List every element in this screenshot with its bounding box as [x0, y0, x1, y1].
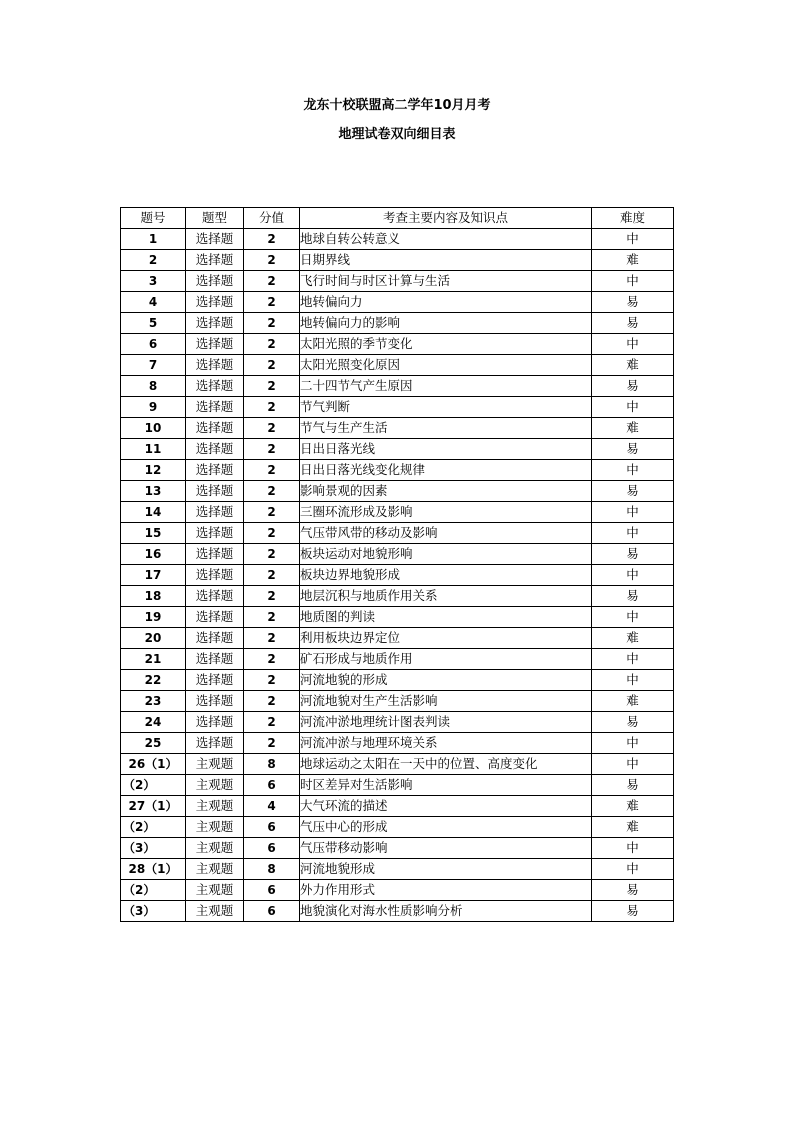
- question-number-cell: 11: [121, 439, 186, 460]
- question-type-cell: 选择题: [186, 607, 244, 628]
- question-type-cell: 主观题: [186, 838, 244, 859]
- topic-cell: 三圈环流形成及影响: [300, 502, 592, 523]
- question-number-cell: 3: [121, 271, 186, 292]
- score-cell: 2: [244, 544, 300, 565]
- question-type-cell: 选择题: [186, 271, 244, 292]
- table-row: [121, 313, 674, 334]
- question-type-cell: 选择题: [186, 355, 244, 376]
- topic-cell: 板块边界地貌形成: [300, 565, 592, 586]
- question-type-cell: 选择题: [186, 649, 244, 670]
- question-number-cell: 24: [121, 712, 186, 733]
- question-number-cell: 27（1）: [121, 796, 186, 817]
- question-number-cell: 2: [121, 250, 186, 271]
- score-cell: 2: [244, 313, 300, 334]
- question-number-cell: 5: [121, 313, 186, 334]
- topic-cell: 地层沉积与地质作用关系: [300, 586, 592, 607]
- topic-cell: 地转偏向力的影响: [300, 313, 592, 334]
- score-cell: 2: [244, 376, 300, 397]
- score-cell: 4: [244, 796, 300, 817]
- difficulty-cell: 易: [592, 376, 674, 397]
- question-number-cell: 7: [121, 355, 186, 376]
- topic-cell: 地貌演化对海水性质影响分析: [300, 901, 592, 922]
- difficulty-cell: 易: [592, 712, 674, 733]
- question-number-cell: 4: [121, 292, 186, 313]
- difficulty-cell: 易: [592, 880, 674, 901]
- table-row: [121, 355, 674, 376]
- score-cell: 2: [244, 649, 300, 670]
- topic-cell: 河流地貌对生产生活影响: [300, 691, 592, 712]
- table-row: [121, 523, 674, 544]
- question-type-cell: 主观题: [186, 796, 244, 817]
- score-cell: 2: [244, 334, 300, 355]
- question-number-cell: （3）: [121, 838, 186, 859]
- difficulty-cell: 中: [592, 271, 674, 292]
- table-row: [121, 775, 674, 796]
- topic-cell: 矿石形成与地质作用: [300, 649, 592, 670]
- topic-cell: 气压带风带的移动及影响: [300, 523, 592, 544]
- table-row: [121, 628, 674, 649]
- table-row: [121, 544, 674, 565]
- topic-cell: 太阳光照变化原因: [300, 355, 592, 376]
- header-topic: 考查主要内容及知识点: [300, 208, 592, 229]
- difficulty-cell: 中: [592, 607, 674, 628]
- question-number-cell: 9: [121, 397, 186, 418]
- question-number-cell: 1: [121, 229, 186, 250]
- table-row: [121, 250, 674, 271]
- difficulty-cell: 难: [592, 796, 674, 817]
- score-cell: 2: [244, 607, 300, 628]
- table-row: [121, 901, 674, 922]
- table-row: [121, 397, 674, 418]
- table-row: [121, 691, 674, 712]
- table-row: [121, 817, 674, 838]
- document-subtitle: 地理试卷双向细目表: [338, 127, 456, 142]
- difficulty-cell: 中: [592, 733, 674, 754]
- question-number-cell: 23: [121, 691, 186, 712]
- score-cell: 2: [244, 523, 300, 544]
- score-cell: 2: [244, 292, 300, 313]
- question-type-cell: 主观题: [186, 775, 244, 796]
- score-cell: 2: [244, 586, 300, 607]
- difficulty-cell: 易: [592, 586, 674, 607]
- difficulty-cell: 易: [592, 544, 674, 565]
- question-type-cell: 选择题: [186, 334, 244, 355]
- question-type-cell: 选择题: [186, 586, 244, 607]
- question-number-cell: 15: [121, 523, 186, 544]
- question-number-cell: 14: [121, 502, 186, 523]
- table-body: [121, 229, 674, 922]
- difficulty-cell: 中: [592, 754, 674, 775]
- difficulty-cell: 中: [592, 460, 674, 481]
- score-cell: 2: [244, 712, 300, 733]
- topic-cell: 地转偏向力: [300, 292, 592, 313]
- score-cell: 2: [244, 250, 300, 271]
- question-type-cell: 主观题: [186, 754, 244, 775]
- question-number-cell: 8: [121, 376, 186, 397]
- topic-cell: 影响景观的因素: [300, 481, 592, 502]
- question-type-cell: 选择题: [186, 523, 244, 544]
- table-row: [121, 565, 674, 586]
- difficulty-cell: 难: [592, 355, 674, 376]
- topic-cell: 日期界线: [300, 250, 592, 271]
- question-number-cell: 16: [121, 544, 186, 565]
- table-row: [121, 712, 674, 733]
- header-question-number: 题号: [121, 208, 186, 229]
- topic-cell: 地质图的判读: [300, 607, 592, 628]
- topic-cell: 气压带移动影响: [300, 838, 592, 859]
- question-type-cell: 选择题: [186, 460, 244, 481]
- question-type-cell: 选择题: [186, 733, 244, 754]
- topic-cell: 二十四节气产生原因: [300, 376, 592, 397]
- question-type-cell: 选择题: [186, 544, 244, 565]
- question-number-cell: （2）: [121, 817, 186, 838]
- score-cell: 6: [244, 880, 300, 901]
- topic-cell: 外力作用形式: [300, 880, 592, 901]
- topic-cell: 河流地貌的形成: [300, 670, 592, 691]
- score-cell: 8: [244, 754, 300, 775]
- difficulty-cell: 中: [592, 502, 674, 523]
- topic-cell: 太阳光照的季节变化: [300, 334, 592, 355]
- question-number-cell: 6: [121, 334, 186, 355]
- table-row: [121, 733, 674, 754]
- header-score: 分值: [244, 208, 300, 229]
- question-type-cell: 选择题: [186, 418, 244, 439]
- difficulty-cell: 易: [592, 481, 674, 502]
- difficulty-cell: 中: [592, 670, 674, 691]
- table-row: [121, 292, 674, 313]
- question-type-cell: 选择题: [186, 376, 244, 397]
- question-type-cell: 选择题: [186, 313, 244, 334]
- specification-table: [120, 207, 674, 922]
- question-number-cell: 17: [121, 565, 186, 586]
- topic-cell: 日出日落光线变化规律: [300, 460, 592, 481]
- topic-cell: 地球运动之太阳在一天中的位置、高度变化: [300, 754, 592, 775]
- question-number-cell: 13: [121, 481, 186, 502]
- question-type-cell: 选择题: [186, 397, 244, 418]
- question-type-cell: 选择题: [186, 292, 244, 313]
- header-difficulty: 难度: [592, 208, 674, 229]
- difficulty-cell: 中: [592, 565, 674, 586]
- difficulty-cell: 难: [592, 628, 674, 649]
- table-row: [121, 670, 674, 691]
- table-row: [121, 229, 674, 250]
- topic-cell: 河流地貌形成: [300, 859, 592, 880]
- question-type-cell: 选择题: [186, 250, 244, 271]
- question-type-cell: 选择题: [186, 691, 244, 712]
- score-cell: 8: [244, 859, 300, 880]
- score-cell: 2: [244, 355, 300, 376]
- question-type-cell: 主观题: [186, 859, 244, 880]
- question-number-cell: （3）: [121, 901, 186, 922]
- question-type-cell: 主观题: [186, 880, 244, 901]
- question-number-cell: 26（1）: [121, 754, 186, 775]
- topic-cell: 河流冲淤地理统计图表判读: [300, 712, 592, 733]
- question-type-cell: 选择题: [186, 481, 244, 502]
- topic-cell: 地球自转公转意义: [300, 229, 592, 250]
- question-type-cell: 主观题: [186, 901, 244, 922]
- table-row: [121, 439, 674, 460]
- difficulty-cell: 难: [592, 691, 674, 712]
- score-cell: 2: [244, 229, 300, 250]
- table-header-row: [121, 208, 674, 229]
- score-cell: 6: [244, 817, 300, 838]
- table-row: [121, 460, 674, 481]
- header-question-type: 题型: [186, 208, 244, 229]
- score-cell: 2: [244, 628, 300, 649]
- difficulty-cell: 易: [592, 292, 674, 313]
- difficulty-cell: 难: [592, 250, 674, 271]
- question-type-cell: 选择题: [186, 229, 244, 250]
- score-cell: 2: [244, 271, 300, 292]
- difficulty-cell: 易: [592, 901, 674, 922]
- topic-cell: 气压中心的形成: [300, 817, 592, 838]
- question-type-cell: 主观题: [186, 817, 244, 838]
- score-cell: 2: [244, 565, 300, 586]
- difficulty-cell: 中: [592, 649, 674, 670]
- table-row: [121, 649, 674, 670]
- question-number-cell: 22: [121, 670, 186, 691]
- score-cell: 2: [244, 397, 300, 418]
- difficulty-cell: 难: [592, 817, 674, 838]
- table-row: [121, 271, 674, 292]
- score-cell: 2: [244, 439, 300, 460]
- topic-cell: 节气判断: [300, 397, 592, 418]
- difficulty-cell: 易: [592, 775, 674, 796]
- topic-cell: 大气环流的描述: [300, 796, 592, 817]
- question-type-cell: 选择题: [186, 712, 244, 733]
- question-number-cell: 20: [121, 628, 186, 649]
- difficulty-cell: 难: [592, 418, 674, 439]
- question-number-cell: 18: [121, 586, 186, 607]
- question-number-cell: （2）: [121, 775, 186, 796]
- topic-cell: 日出日落光线: [300, 439, 592, 460]
- score-cell: 2: [244, 691, 300, 712]
- score-cell: 2: [244, 670, 300, 691]
- score-cell: 2: [244, 460, 300, 481]
- table-row: [121, 418, 674, 439]
- score-cell: 2: [244, 481, 300, 502]
- score-cell: 6: [244, 901, 300, 922]
- topic-cell: 时区差异对生活影响: [300, 775, 592, 796]
- difficulty-cell: 易: [592, 313, 674, 334]
- table-row: [121, 796, 674, 817]
- document-title: 龙东十校联盟高二学年10月月考: [303, 98, 491, 113]
- difficulty-cell: 中: [592, 859, 674, 880]
- difficulty-cell: 易: [592, 439, 674, 460]
- question-number-cell: 25: [121, 733, 186, 754]
- table-row: [121, 481, 674, 502]
- table-row: [121, 859, 674, 880]
- topic-cell: 利用板块边界定位: [300, 628, 592, 649]
- topic-cell: 板块运动对地貌形响: [300, 544, 592, 565]
- table-row: [121, 880, 674, 901]
- score-cell: 2: [244, 733, 300, 754]
- difficulty-cell: 中: [592, 838, 674, 859]
- table-row: [121, 586, 674, 607]
- question-number-cell: 10: [121, 418, 186, 439]
- difficulty-cell: 中: [592, 523, 674, 544]
- difficulty-cell: 中: [592, 397, 674, 418]
- table-row: [121, 376, 674, 397]
- table-row: [121, 502, 674, 523]
- score-cell: 6: [244, 838, 300, 859]
- question-number-cell: 28（1）: [121, 859, 186, 880]
- question-number-cell: 12: [121, 460, 186, 481]
- difficulty-cell: 中: [592, 229, 674, 250]
- question-type-cell: 选择题: [186, 439, 244, 460]
- question-type-cell: 选择题: [186, 670, 244, 691]
- topic-cell: 节气与生产生活: [300, 418, 592, 439]
- question-number-cell: 19: [121, 607, 186, 628]
- table-row: [121, 754, 674, 775]
- question-number-cell: 21: [121, 649, 186, 670]
- difficulty-cell: 中: [592, 334, 674, 355]
- question-number-cell: （2）: [121, 880, 186, 901]
- question-type-cell: 选择题: [186, 565, 244, 586]
- question-type-cell: 选择题: [186, 628, 244, 649]
- table-row: [121, 838, 674, 859]
- score-cell: 6: [244, 775, 300, 796]
- table-row: [121, 607, 674, 628]
- score-cell: 2: [244, 418, 300, 439]
- topic-cell: 飞行时间与时区计算与生活: [300, 271, 592, 292]
- question-type-cell: 选择题: [186, 502, 244, 523]
- topic-cell: 河流冲淤与地理环境关系: [300, 733, 592, 754]
- table-row: [121, 334, 674, 355]
- score-cell: 2: [244, 502, 300, 523]
